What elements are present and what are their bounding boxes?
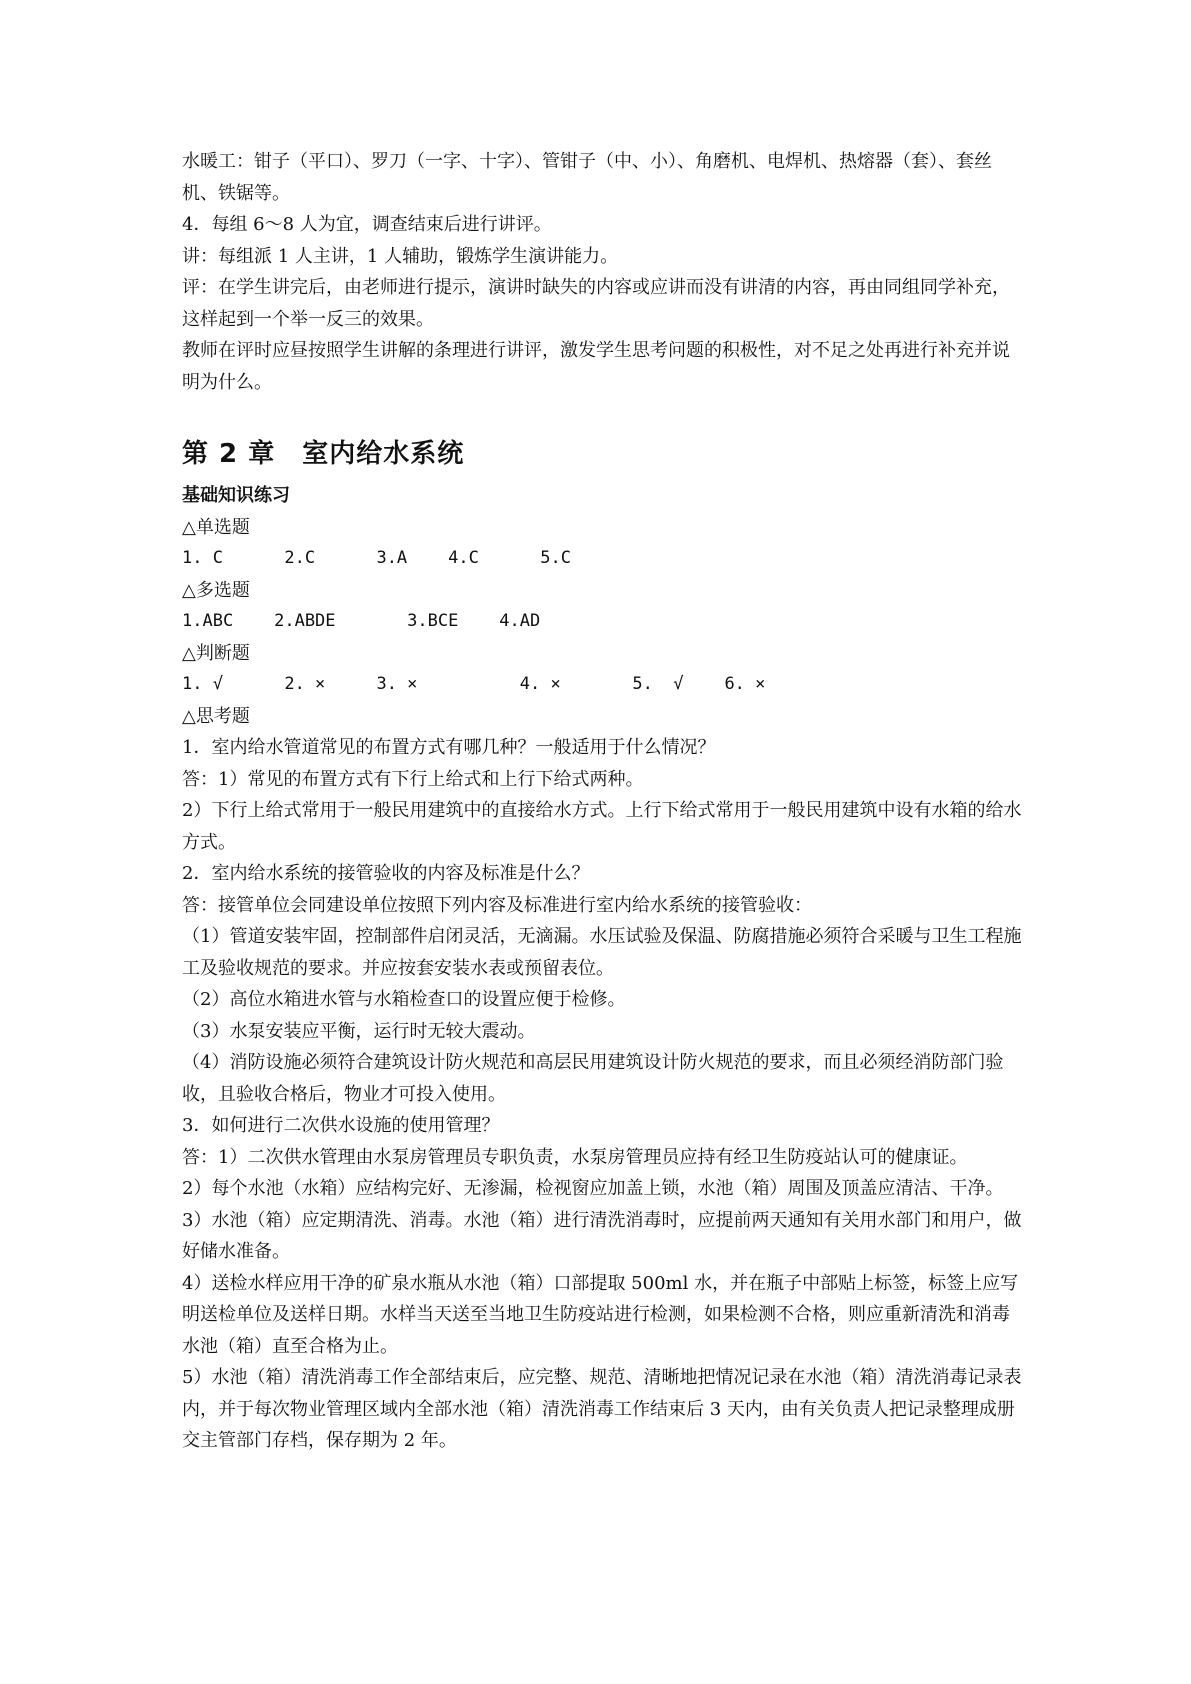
paragraph-review: 评：在学生讲完后，由老师进行提示，演讲时缺失的内容或应讲而没有讲清的内容，再由同组同学补充，这样起到一个举一反三的效果。 [182,277,1010,330]
thinking-line: 2．室内给水系统的接管验收的内容及标准是什么？ [182,863,590,884]
single-choice-answers: 1. C 2.C 3.A 4.C 5.C [182,548,571,568]
thinking-line: （1）管道安装牢固，控制部件启闭灵活，无滴漏。水压试验及保温、防腐措施必须符合采暖与卫生工程施工及验收规范的要求。并应按套安装水表或预留表位。 [182,926,1022,979]
paragraph-group-size: 4．每组 6～8 人为宜，调查结束后进行讲评。 [182,214,552,235]
thinking-line: 3．如何进行二次供水设施的使用管理？ [182,1115,500,1136]
thinking-line: 5）水池（箱）清洗消毒工作全部结束后，应完整、规范、清晰地把情况记录在水池（箱）清洗消毒记录表内，并于每次物业管理区域内全部水池（箱）清洗消毒工作结束后 3 天内，由有关负责人把记录整理成册交主管部门存档，保存期为 2 年。 [182,1367,1022,1451]
thinking-line: 2）每个水池（水箱）应结构完好、无渗漏，检视窗应加盖上锁，水池（箱）周围及顶盖应清洁、干净。 [182,1178,1004,1199]
thinking-line: 3）水池（箱）应定期清洗、消毒。水池（箱）进行清洗消毒时，应提前两天通知有关用水部门和用户，做好储水准备。 [182,1209,1022,1262]
judgement-label: △判断题 [182,642,250,664]
paragraph-teacher: 教师在评时应昼按照学生讲解的条理进行讲评，激发学生思考问题的积极性，对不足之处再进行补充并说明为什么。 [182,340,1010,393]
thinking-line: （2）高位水箱进水管与水箱检查口的设置应便于检修。 [182,989,626,1010]
paragraph-tools: 水暖工：钳子（平口）、罗刀（一字、十字）、管钳子（中、小）、角磨机、电焊机、热熔器（套）、套丝机、铁锯等。 [182,151,992,204]
thinking-line: 答：1）常见的布置方式有下行上给式和上行下给式两种。 [182,768,644,790]
thinking-line: （3）水泵安装应平衡，运行时无较大震动。 [182,1020,536,1042]
single-choice-label: △单选题 [182,516,250,538]
thinking-line: （4）消防设施必须符合建筑设计防火规范和高层民用建筑设计防火规范的要求，而且必须经消防部门验收，且验收合格后，物业才可投入使用。 [182,1052,1004,1105]
thinking-line: 答：接管单位会同建设单位按照下列内容及标准进行室内给水系统的接管验收： [182,894,812,916]
intro-section [182,146,1022,398]
paragraph-speak: 讲：每组派 1 人主讲，1 人辅助，锻炼学生演讲能力。 [182,245,619,267]
section-title: 基础知识练习 [182,485,290,506]
chapter-title: 第 2 章 室内给水系统 [182,439,465,469]
thinking-line: 4）送检水样应用干净的矿泉水瓶从水池（箱）口部提取 500ml 水，并在瓶子中部贴上标签，标签上应写明送检单位及送样日期。水样当天送至当地卫生防疫站进行检测，如果检测不合格，则应重新清洗和消毒水池（箱）直至合格为止。 [182,1272,1019,1357]
thinking-line: 答：1）二次供水管理由水泵房管理员专职负责，水泵房管理员应持有经卫生防疫站认可的健康证。 [182,1146,968,1168]
document-page [182,146,1022,1457]
thinking-line: 1．室内给水管道常见的布置方式有哪几种？一般适用于什么情况？ [182,737,716,758]
thinking-label: △思考题 [182,705,250,727]
thinking-line: 2）下行上给式常用于一般民用建筑中的直接给水方式。上行下给式常用于一般民用建筑中设有水箱的给水方式。 [182,800,1022,853]
judgement-answers: 1. √ 2. × 3. × 4. × 5. √ 6. × [182,674,766,694]
multi-choice-label: △多选题 [182,579,250,601]
multi-choice-answers: 1.ABC 2.ABDE 3.BCE 4.AD [182,611,541,631]
